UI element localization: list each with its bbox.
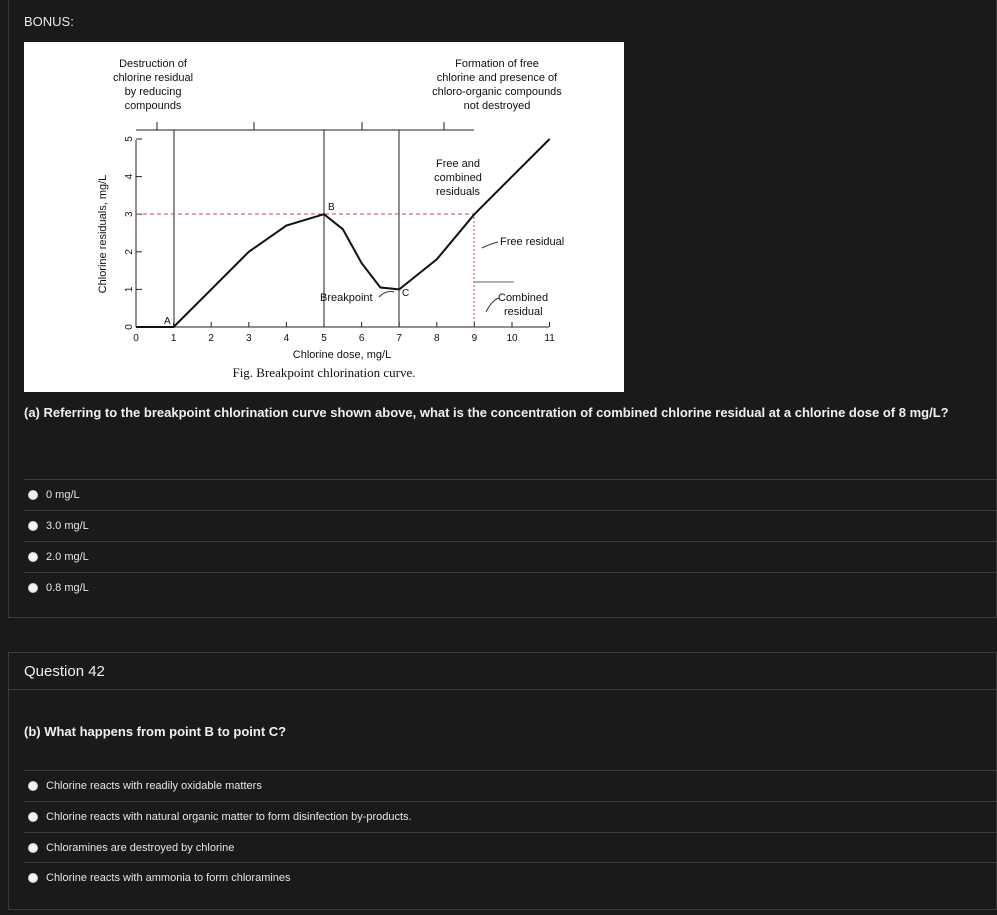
y-tick-label: 1	[124, 286, 135, 293]
x-tick-label: 10	[506, 333, 518, 344]
x-tick-label: 8	[434, 333, 440, 344]
option-label: Chlorine reacts with natural organic matter to form disinfection by-products.	[46, 811, 412, 823]
radio-button[interactable]	[28, 812, 38, 822]
note-line: combined	[434, 172, 482, 184]
note-line: by reducing	[124, 86, 182, 98]
radio-button[interactable]	[28, 490, 38, 500]
option-row[interactable]	[24, 510, 997, 541]
breakpoint-chart	[24, 42, 624, 392]
y-axis-label: Chlorine residuals, mg/L	[97, 174, 109, 294]
option-row[interactable]	[24, 801, 997, 832]
combined-residual-label: residual	[504, 306, 543, 318]
note-line: Free and	[435, 158, 481, 170]
x-tick-label: 1	[170, 333, 177, 344]
radio-button[interactable]	[28, 552, 38, 562]
point-a-label: A	[164, 316, 171, 327]
option-label: 2.0 mg/L	[46, 551, 89, 563]
y-tick-label: 4	[124, 173, 135, 180]
x-tick-label: 9	[471, 333, 478, 344]
x-tick-label: 0	[133, 333, 139, 344]
option-label: 0.8 mg/L	[46, 582, 89, 594]
question-title: Question 42	[24, 663, 105, 680]
option-label: 0 mg/L	[46, 489, 80, 501]
x-tick-label: 11	[544, 333, 555, 344]
option-row[interactable]	[24, 770, 997, 801]
x-tick-label: 7	[396, 333, 402, 344]
combined-residual-label: Combined	[498, 292, 549, 304]
note-line: chlorine and presence of	[436, 72, 558, 84]
question-a-text: (a) Referring to the breakpoint chlorination curve shown above, what is the concentration of combined chlorine residual at a chlorine dose of 8 mg/L?	[24, 405, 949, 420]
option-label: Chloramines are destroyed by chlorine	[46, 842, 235, 854]
y-tick-label: 5	[124, 136, 135, 142]
radio-button[interactable]	[28, 583, 38, 593]
point-c-label: C	[402, 288, 410, 299]
radio-button[interactable]	[28, 781, 38, 791]
x-tick-label: 3	[246, 333, 252, 344]
note-line: residuals	[435, 186, 481, 198]
x-axis-label: Chlorine dose, mg/L	[292, 349, 392, 361]
option-row[interactable]	[24, 862, 997, 893]
free-residual-label: Free residual	[500, 236, 565, 248]
x-tick-label: 6	[358, 333, 365, 344]
x-tick-label: 5	[321, 333, 327, 344]
option-row[interactable]	[24, 541, 997, 572]
radio-button[interactable]	[28, 873, 38, 883]
note-line: chlorine residual	[112, 72, 194, 84]
option-row[interactable]	[24, 572, 997, 603]
breakpoint-label: Breakpoint	[320, 292, 373, 304]
option-row[interactable]	[24, 832, 997, 863]
radio-button[interactable]	[28, 521, 38, 531]
top-right-note	[432, 58, 562, 112]
note-line: not destroyed	[463, 100, 531, 112]
y-tick-label: 3	[124, 211, 135, 217]
radio-button[interactable]	[28, 843, 38, 853]
point-b-label: B	[328, 202, 335, 213]
note-line: Formation of free	[455, 58, 539, 70]
option-label: Chlorine reacts with readily oxidable matters	[46, 780, 262, 792]
figure-caption: Fig. Breakpoint chlorination curve.	[232, 365, 416, 380]
x-tick-group	[133, 322, 555, 344]
top-left-note	[113, 58, 193, 112]
question-b-text: (b) What happens from point B to point C?	[24, 724, 287, 739]
option-label: 3.0 mg/L	[46, 520, 89, 532]
note-line: Destruction of	[119, 58, 187, 70]
breakpoint-figure	[24, 42, 624, 392]
y-tick-group	[124, 136, 142, 330]
bonus-label: BONUS:	[24, 14, 74, 29]
option-row[interactable]	[24, 479, 997, 510]
free-combined-note	[434, 158, 482, 198]
divider	[9, 689, 996, 690]
x-tick-label: 4	[283, 333, 290, 344]
y-tick-label: 2	[124, 249, 135, 255]
x-tick-label: 2	[208, 333, 214, 344]
note-line: compounds	[124, 100, 182, 112]
note-line: chloro-organic compounds	[432, 86, 562, 98]
option-label: Chlorine reacts with ammonia to form chloramines	[46, 872, 291, 884]
y-tick-label: 0	[124, 324, 135, 330]
